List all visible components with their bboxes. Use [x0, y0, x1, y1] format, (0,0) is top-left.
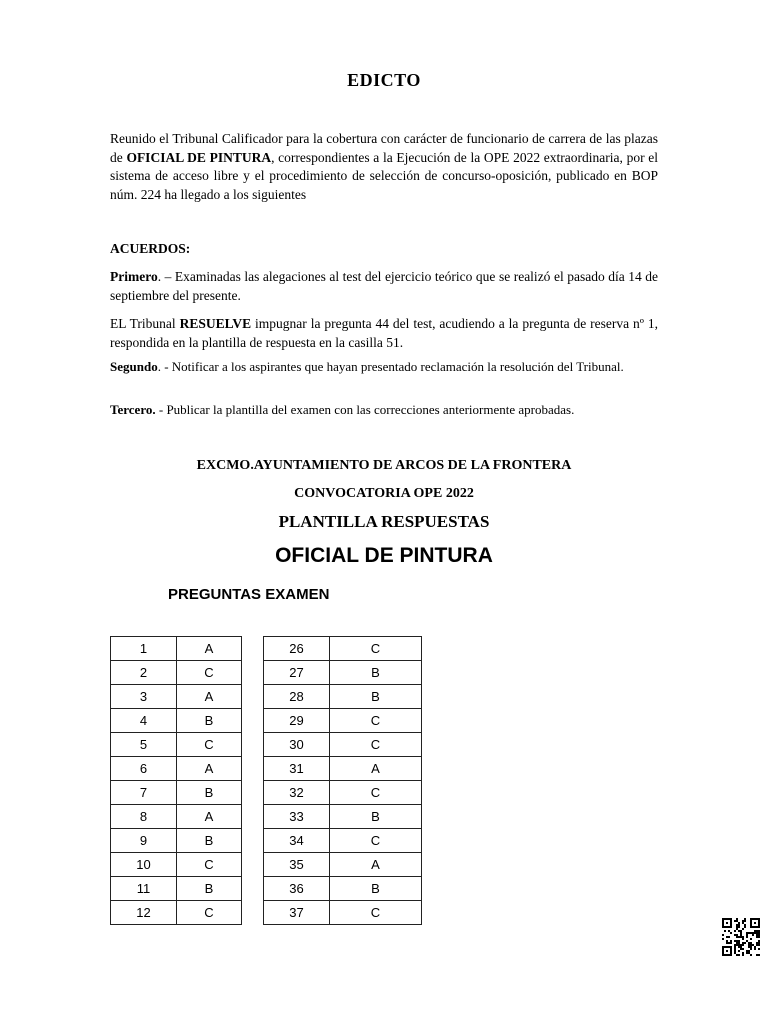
answer-letter: B	[330, 877, 422, 901]
acuerdos-heading: ACUERDOS:	[110, 241, 191, 256]
answer-letter: A	[330, 757, 422, 781]
question-number: 30	[264, 733, 330, 757]
primero-paragraph	[110, 268, 658, 305]
convocatoria-heading: CONVOCATORIA OPE 2022	[294, 486, 474, 501]
answer-letter: A	[330, 853, 422, 877]
answer-letter: B	[177, 781, 242, 805]
table-row	[264, 805, 422, 829]
table-row	[264, 709, 422, 733]
answer-letter: A	[177, 685, 242, 709]
table-row	[264, 829, 422, 853]
primero-label: Primero	[110, 269, 158, 284]
answer-letter: C	[177, 733, 242, 757]
table-row	[111, 781, 242, 805]
question-number: 36	[264, 877, 330, 901]
answer-letter: C	[330, 781, 422, 805]
question-number: 29	[264, 709, 330, 733]
segundo-paragraph	[110, 358, 658, 377]
table-row	[111, 805, 242, 829]
table-row	[111, 685, 242, 709]
answer-letter: C	[330, 709, 422, 733]
table-row	[264, 781, 422, 805]
answer-letter: B	[330, 685, 422, 709]
tercero-label: Tercero.	[110, 402, 156, 417]
table-row	[111, 853, 242, 877]
tribunal-text-1: EL Tribunal	[110, 316, 180, 331]
question-number: 34	[264, 829, 330, 853]
question-number: 11	[111, 877, 177, 901]
question-number: 12	[111, 901, 177, 925]
question-number: 32	[264, 781, 330, 805]
tribunal-paragraph	[110, 315, 658, 352]
question-number: 8	[111, 805, 177, 829]
answer-letter: C	[330, 637, 422, 661]
answer-letter: C	[177, 901, 242, 925]
answer-letter: C	[330, 733, 422, 757]
answers-table-right	[263, 636, 422, 925]
question-number: 33	[264, 805, 330, 829]
question-number: 27	[264, 661, 330, 685]
question-number: 28	[264, 685, 330, 709]
oficial-heading: OFICIAL DE PINTURA	[275, 544, 493, 567]
document-title: EDICTO	[347, 70, 421, 90]
answer-letter: B	[330, 661, 422, 685]
segundo-text: . - Notificar a los aspirantes que hayan presentado reclamación la resolución del Tribunal.	[157, 359, 624, 374]
table-row	[264, 901, 422, 925]
answer-letter: C	[330, 901, 422, 925]
tribunal-resuelve: RESUELVE	[179, 316, 252, 331]
question-number: 3	[111, 685, 177, 709]
ayuntamiento-heading: EXCMO.AYUNTAMIENTO DE ARCOS DE LA FRONTERA	[196, 458, 572, 473]
answer-letter: A	[177, 637, 242, 661]
answer-letter: A	[177, 757, 242, 781]
table-row	[111, 757, 242, 781]
answer-letter: A	[177, 805, 242, 829]
tercero-paragraph	[110, 401, 658, 420]
table-row	[111, 733, 242, 757]
tercero-text: - Publicar la plantilla del examen con las correcciones anteriormente aprobadas.	[155, 402, 575, 417]
table-row	[111, 709, 242, 733]
table-row	[264, 757, 422, 781]
intro-position-name: OFICIAL DE PINTURA	[126, 149, 272, 165]
table-row	[111, 901, 242, 925]
table-row	[111, 877, 242, 901]
question-number: 7	[111, 781, 177, 805]
table-row	[264, 661, 422, 685]
table-row	[264, 853, 422, 877]
preguntas-heading: PREGUNTAS EXAMEN	[168, 586, 330, 603]
table-row	[111, 637, 242, 661]
question-number: 6	[111, 757, 177, 781]
answers-table-left	[110, 636, 242, 925]
table-row	[111, 661, 242, 685]
qr-code-icon	[722, 918, 760, 956]
table-row	[264, 685, 422, 709]
tribunal-text-2: impugnar la pregunta 44 del test, acudiendo a la pregunta de reserva nº 1, respondida en la plantilla de respuesta en la casilla 51.	[110, 316, 658, 350]
answer-letter: B	[177, 829, 242, 853]
answer-letter: C	[177, 853, 242, 877]
answer-letter: B	[177, 709, 242, 733]
primero-text: . – Examinadas las alegaciones al test del ejercicio teórico que se realizó el pasado día 14 de septiembre del presente.	[110, 269, 658, 303]
answer-letter: B	[177, 877, 242, 901]
plantilla-heading: PLANTILLA RESPUESTAS	[278, 512, 490, 531]
question-number: 31	[264, 757, 330, 781]
segundo-label: Segundo	[110, 359, 158, 374]
table-row	[111, 829, 242, 853]
answer-letter: C	[177, 661, 242, 685]
question-number: 37	[264, 901, 330, 925]
question-number: 9	[111, 829, 177, 853]
intro-text-1: Reunido el Tribunal Calificador para la cobertura con carácter de funcionario de carrera de las plazas de	[110, 131, 658, 165]
intro-paragraph	[110, 130, 658, 204]
question-number: 4	[111, 709, 177, 733]
intro-text-2: , correspondientes a la Ejecución de la OPE 2022 extraordinaria, por el sistema de acceso libre y el procedimiento de selección de concurso-oposición, publicado en BOP núm. 224 ha llegado a los siguientes	[110, 149, 658, 202]
table-row	[264, 733, 422, 757]
answer-letter: B	[330, 805, 422, 829]
question-number: 10	[111, 853, 177, 877]
table-row	[264, 877, 422, 901]
table-row	[264, 637, 422, 661]
question-number: 26	[264, 637, 330, 661]
question-number: 35	[264, 853, 330, 877]
answer-letter: C	[330, 829, 422, 853]
question-number: 2	[111, 661, 177, 685]
question-number: 1	[111, 637, 177, 661]
question-number: 5	[111, 733, 177, 757]
